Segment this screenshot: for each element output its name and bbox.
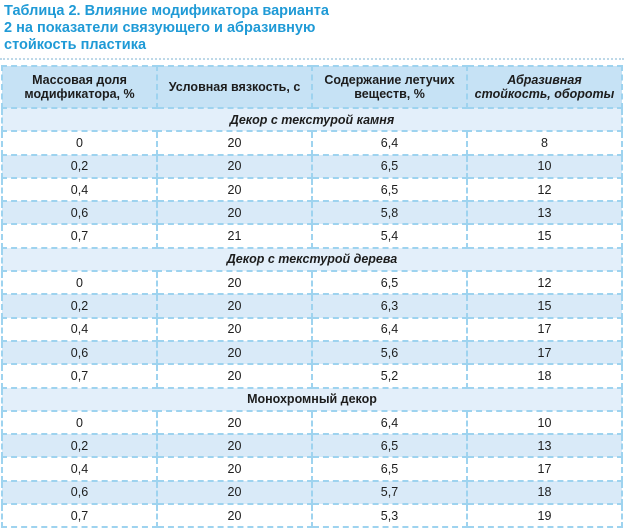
table-cell: 0 [2, 411, 157, 434]
table-cell: 20 [157, 201, 312, 224]
table-title [0, 0, 624, 54]
section-header-label: Монохромный декор [2, 388, 622, 411]
table-cell: 18 [467, 481, 622, 504]
table-cell: 20 [157, 318, 312, 341]
table-cell: 15 [467, 294, 622, 317]
table-cell: 0,7 [2, 224, 157, 247]
table-cell: 19 [467, 504, 622, 527]
table-cell: 8 [467, 131, 622, 154]
table-header-row [2, 66, 622, 108]
table-cell: 0,4 [2, 318, 157, 341]
table-cell: 5,4 [312, 224, 467, 247]
section-header-row [2, 108, 622, 131]
table-cell: 6,5 [312, 178, 467, 201]
table-cell: 0,6 [2, 481, 157, 504]
table-cell: 0,6 [2, 201, 157, 224]
table-cell: 20 [157, 294, 312, 317]
column-header: Условная вязкость, с [157, 66, 312, 108]
table-section [2, 248, 622, 388]
table-cell: 6,5 [312, 434, 467, 457]
table-cell: 20 [157, 457, 312, 480]
table-cell: 12 [467, 271, 622, 294]
table-row [2, 271, 622, 294]
section-header-label: Декор с текстурой дерева [2, 248, 622, 271]
table-cell: 0,7 [2, 504, 157, 527]
table-title-line: Таблица 2. Влияние модификатора варианта [4, 3, 329, 19]
table-cell: 10 [467, 411, 622, 434]
table-cell: 5,3 [312, 504, 467, 527]
table-cell: 20 [157, 131, 312, 154]
table-section [2, 108, 622, 248]
table-title-line: стойкость пластика [4, 37, 147, 53]
table-row [2, 318, 622, 341]
table-cell: 20 [157, 411, 312, 434]
table-cell: 20 [157, 481, 312, 504]
table-cell: 17 [467, 318, 622, 341]
table-cell: 17 [467, 341, 622, 364]
table-cell: 12 [467, 178, 622, 201]
table-cell: 0,7 [2, 364, 157, 387]
table-row [2, 178, 622, 201]
table-cell: 6,4 [312, 131, 467, 154]
table-cell: 0,2 [2, 434, 157, 457]
table-cell: 5,2 [312, 364, 467, 387]
table-cell: 6,3 [312, 294, 467, 317]
table-cell: 0,4 [2, 457, 157, 480]
table-cell: 13 [467, 201, 622, 224]
section-header-label: Декор с текстурой камня [2, 108, 622, 131]
table-row [2, 341, 622, 364]
table-section [2, 388, 622, 528]
table-cell: 20 [157, 271, 312, 294]
column-header: Содержание летучих веществ, % [312, 66, 467, 108]
table-cell: 6,4 [312, 411, 467, 434]
table-row [2, 434, 622, 457]
table-cell: 20 [157, 434, 312, 457]
column-header: Абразивная стойкость, обороты [467, 66, 622, 108]
table-cell: 20 [157, 178, 312, 201]
table-cell: 5,7 [312, 481, 467, 504]
section-header-row [2, 388, 622, 411]
table-cell: 0,2 [2, 294, 157, 317]
table-row [2, 155, 622, 178]
table-row [2, 481, 622, 504]
table-row [2, 131, 622, 154]
table-cell: 15 [467, 224, 622, 247]
table-cell: 5,6 [312, 341, 467, 364]
table-header [2, 66, 622, 108]
table-cell: 6,5 [312, 155, 467, 178]
table-cell: 21 [157, 224, 312, 247]
table-row [2, 457, 622, 480]
table-row [2, 294, 622, 317]
table-cell: 5,8 [312, 201, 467, 224]
table-cell: 13 [467, 434, 622, 457]
table-cell: 17 [467, 457, 622, 480]
section-header-row [2, 248, 622, 271]
table-cell: 20 [157, 341, 312, 364]
table-cell: 18 [467, 364, 622, 387]
table-cell: 0,2 [2, 155, 157, 178]
table-cell: 6,5 [312, 271, 467, 294]
table-row [2, 224, 622, 247]
table-row [2, 411, 622, 434]
table-row [2, 201, 622, 224]
table-cell: 0 [2, 131, 157, 154]
table-cell: 20 [157, 364, 312, 387]
table-row [2, 504, 622, 527]
data-table [1, 65, 623, 528]
table-cell: 20 [157, 504, 312, 527]
table-cell: 0,4 [2, 178, 157, 201]
table-cell: 6,5 [312, 457, 467, 480]
table-cell: 0,6 [2, 341, 157, 364]
table-cell: 6,4 [312, 318, 467, 341]
table-cell: 10 [467, 155, 622, 178]
table-row [2, 364, 622, 387]
table-title-line: 2 на показатели связующего и абразивную [4, 20, 316, 36]
table-cell: 20 [157, 155, 312, 178]
table-cell: 0 [2, 271, 157, 294]
separator-dotted-rule [0, 58, 624, 60]
column-header: Массовая доля модификатора, % [2, 66, 157, 108]
